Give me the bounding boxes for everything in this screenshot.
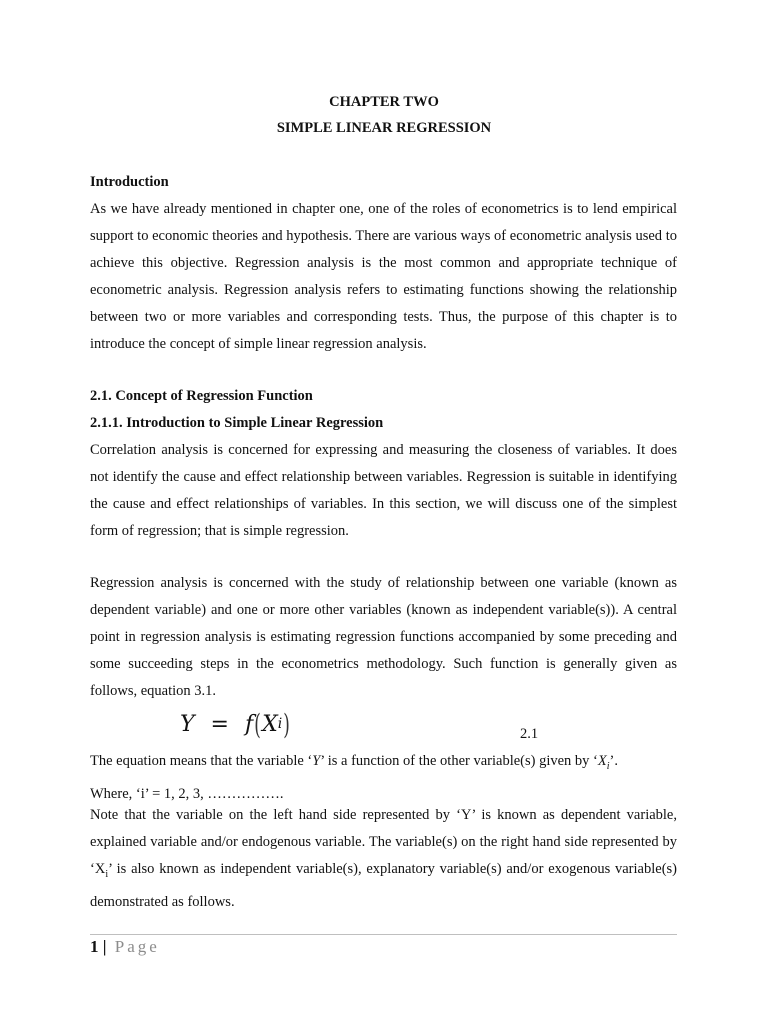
page-footer — [90, 937, 160, 957]
intro-paragraph: As we have already mentioned in chapter one, one of the roles of econometrics is to lend empirical support to economic theories and hypothesis. There are various ways of econometric analysis used to achieve this objective. Regression analysis is the most common and appropriate technique of econometric analysis. Regression analysis refers to estimating functions showing the relationship between two or more variables and corresponding tests. Thus, the purpose of this chapter is to introduce the concept of simple linear regression analysis. — [90, 201, 677, 352]
note-paragraph — [90, 802, 677, 916]
equation-function: f — [244, 711, 254, 737]
equation-right-paren: ) — [283, 707, 290, 741]
explanation-where-line: Where, ‘i’ = 1, 2, 3, ……………. — [90, 785, 284, 802]
equation-left-paren: ( — [254, 707, 261, 741]
equation-equals: = — [210, 711, 229, 737]
equation-number: 2.1 — [520, 726, 539, 742]
note-subscript: i — [105, 868, 109, 880]
page-word: Page — [114, 937, 160, 956]
footer-divider — [90, 934, 677, 935]
note-text: Note that the variable on the left hand side represented by ‘Y’ is known as dependent variable, explained variable and/or endogenous variable. The variable(s) on the right hand side represented by ‘X — [90, 807, 677, 877]
explanation-text: ’. — [609, 753, 618, 769]
note-text: ’ is also known as independent variable(s), explanatory variable(s) and/or exogenous variable(s) demonstrated as follows. — [90, 860, 677, 910]
subsection-heading: 2.1.1. Introduction to Simple Linear Regression — [90, 415, 384, 431]
chapter-label: CHAPTER TWO — [329, 94, 439, 110]
explanation-text: The equation means that the variable ‘ — [90, 753, 313, 769]
explanation-paragraph — [90, 748, 677, 808]
equation-lhs: Y — [180, 711, 195, 737]
explanation-y-var: Y — [312, 753, 321, 769]
regression-paragraph: Regression analysis is concerned with the study of relationship between one variable (known as dependent variable) and one or more other variables (known as independent variable(s)). A central point in regression analysis is estimating regression functions accompanied by some preceding and some succeeding steps in the econometrics methodology. Such function is generally given as follows, equation 3.1. — [90, 575, 677, 699]
section-heading: 2.1. Concept of Regression Function — [90, 388, 313, 404]
page-separator: | — [102, 937, 107, 956]
explanation-x-var: X — [597, 753, 607, 769]
explanation-x-subscript: i — [606, 760, 610, 772]
correlation-paragraph: Correlation analysis is concerned for expressing and measuring the closeness of variables. It does not identify the cause and effect relationship between variables. Regression is suitable in identifying the cause and effect relationships of variables. In this section, we will discuss one of the simplest form of regression; that is simple regression. — [90, 442, 677, 539]
chapter-title: SIMPLE LINEAR REGRESSION — [276, 120, 492, 136]
equation-regression-function — [180, 704, 291, 744]
page-number: 1 — [90, 937, 99, 956]
intro-heading: Introduction — [90, 174, 169, 190]
equation-variable: X — [262, 711, 278, 737]
equation-subscript: i — [277, 716, 283, 732]
explanation-text: ’ is a function of the other variable(s) given by ‘ — [320, 753, 598, 769]
